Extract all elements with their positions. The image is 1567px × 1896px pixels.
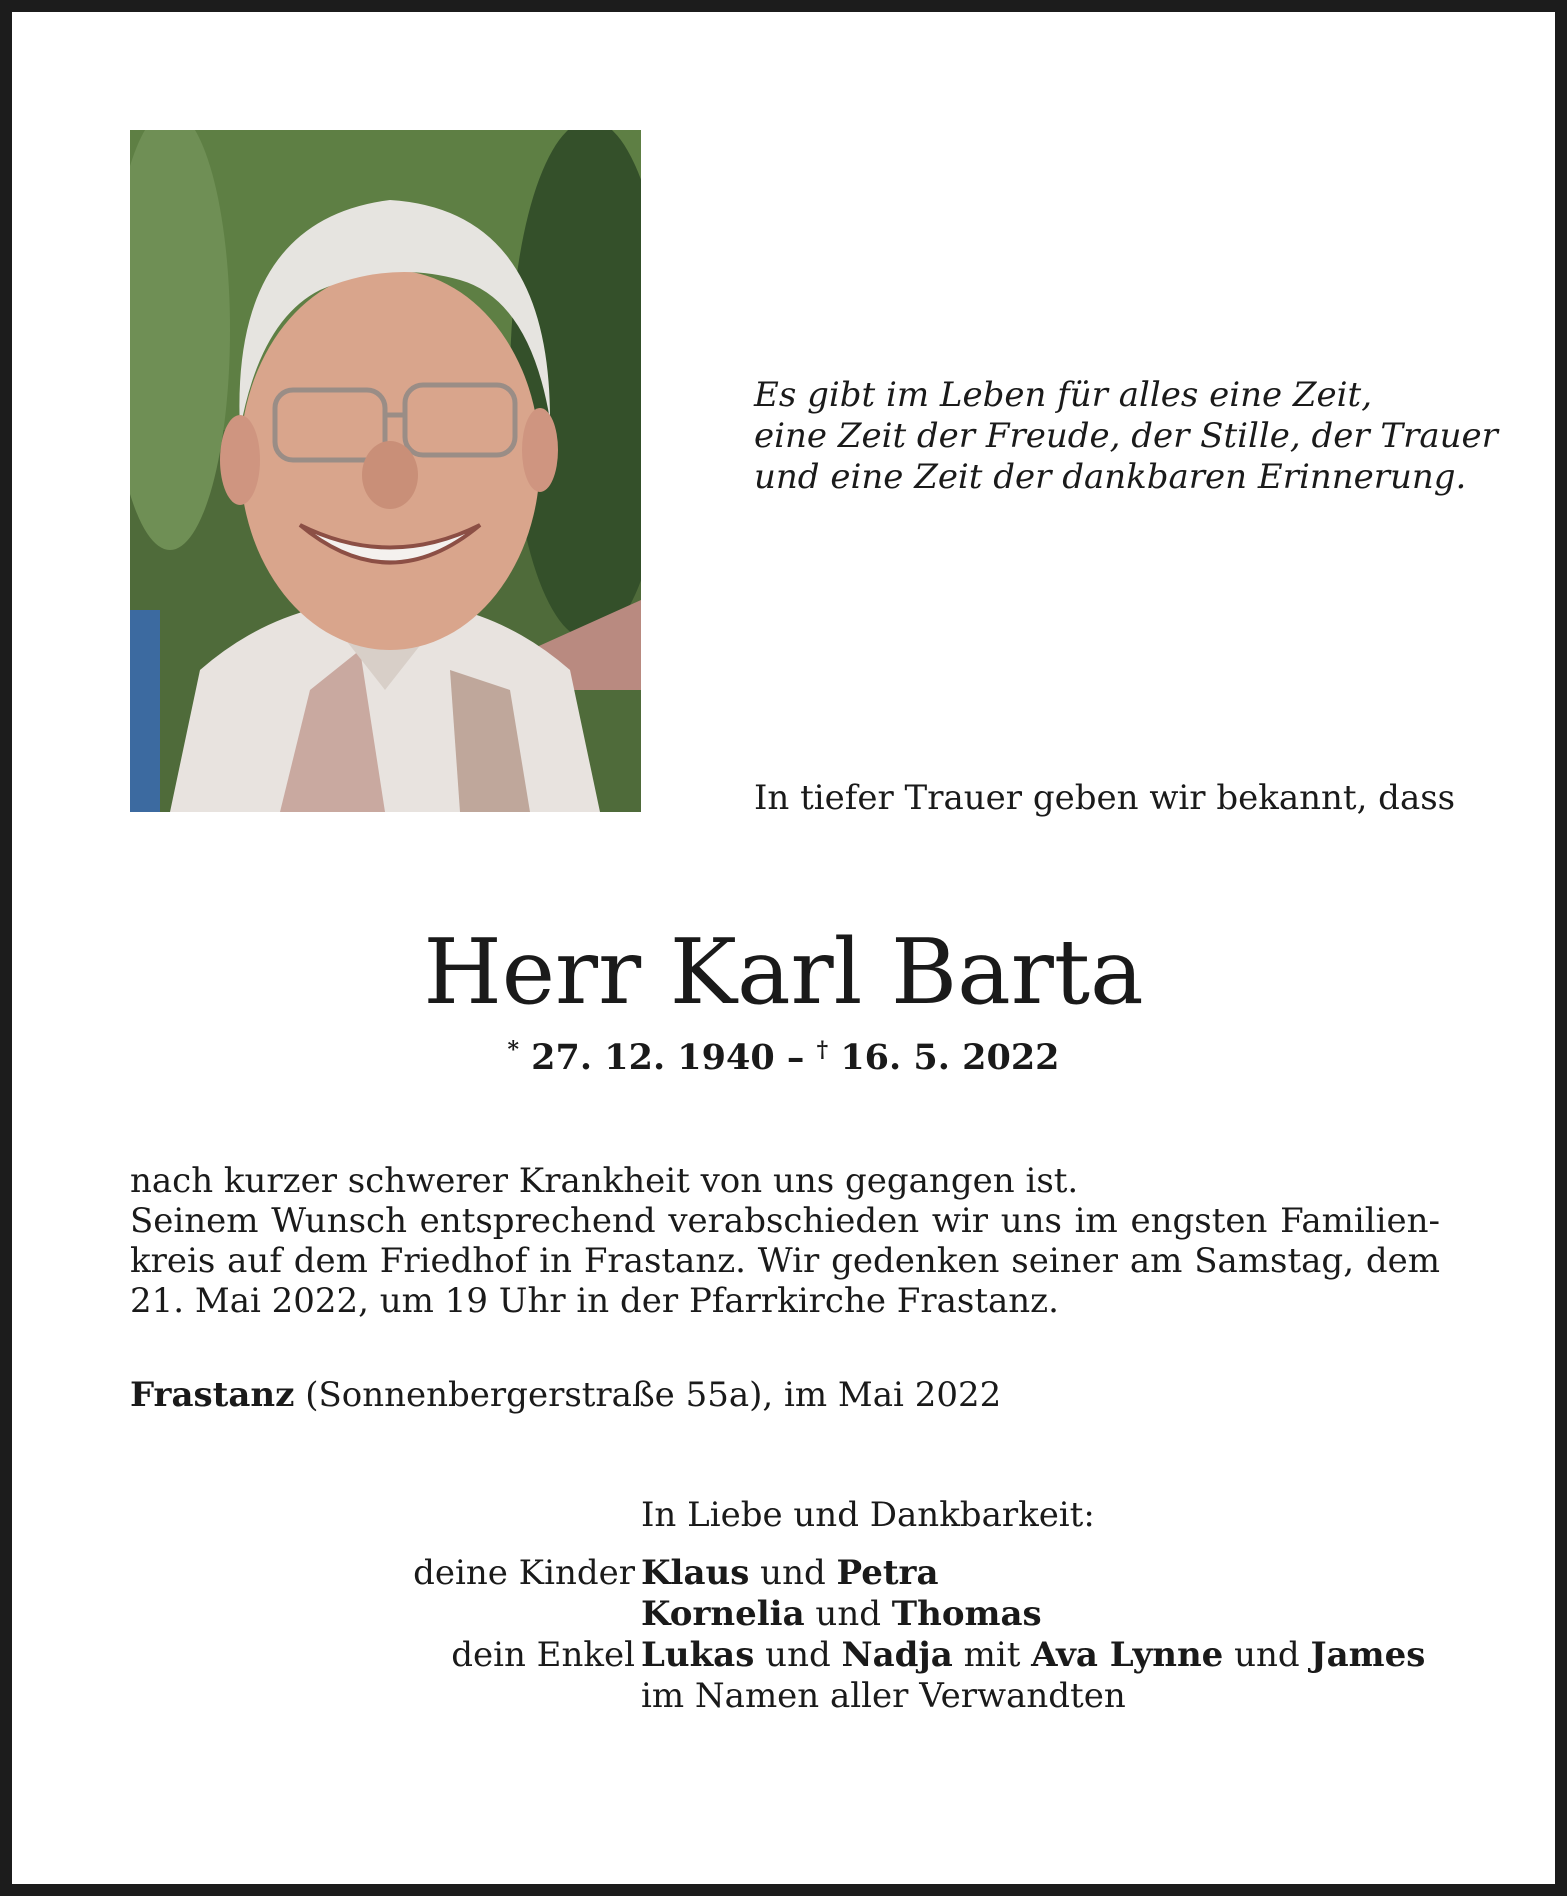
body-line: Seinem Wunsch entsprechend verabschieden wir uns im engsten Familien- [130,1201,1440,1241]
relatives-closing: im Namen aller Verwandten [641,1676,1126,1716]
deceased-name: Herr Karl Barta [423,920,1144,1025]
place-and-date [130,1375,1001,1415]
children-names [641,1553,938,1594]
children-names [641,1594,1042,1635]
conjunction: und [760,1553,826,1593]
signature-row [0,1594,1567,1635]
child-name: Klaus [641,1553,750,1593]
conjunction-with: mit [963,1635,1021,1675]
great-grandchild-name: James [1310,1635,1426,1675]
birth-symbol: * [507,1037,519,1063]
child-partner-name: Thomas [891,1594,1042,1634]
place-address: (Sonnenbergerstraße 55a), im Mai 2022 [305,1375,1002,1415]
conjunction: und [1234,1635,1300,1675]
signature-list [0,1553,1567,1717]
quote-line: und eine Zeit der dankbaren Erinnerung. [754,457,1467,497]
quote-line: Es gibt im Leben für alles eine Zeit, [754,375,1373,415]
death-symbol: † [816,1037,829,1063]
body-line: nach kurzer schwerer Krankheit von uns gegangen ist. [130,1161,1079,1201]
death-date: 16. 5. 2022 [840,1037,1060,1078]
grandchild-name: Lukas [641,1635,755,1675]
birth-date: 27. 12. 1940 [531,1037,775,1078]
memorial-quote [754,375,1498,498]
conjunction: und [765,1635,831,1675]
signature-row [0,1676,1567,1717]
signature-row [0,1635,1567,1676]
child-partner-name: Petra [836,1553,939,1593]
quote-line: eine Zeit der Freude, der Stille, der Trauer [754,416,1498,456]
announcement-body [130,1161,1440,1321]
place-town: Frastanz [130,1375,295,1415]
grandchild-partner-name: Nadja [841,1635,953,1675]
life-dates [0,1037,1567,1078]
great-grandchild-name: Ava Lynne [1031,1635,1224,1675]
body-line: kreis auf dem Friedhof in Frastanz. Wir gedenken seiner am Samstag, dem [130,1241,1440,1281]
signature-title: In Liebe und Dankbarkeit: [641,1495,1095,1535]
child-name: Kornelia [641,1594,805,1634]
date-separator: – [786,1037,805,1078]
signature-row [0,1553,1567,1594]
body-line: 21. Mai 2022, um 19 Uhr in der Pfarrkirche Frastanz. [130,1281,1059,1321]
children-label: deine Kinder [413,1553,635,1593]
conjunction: und [815,1594,881,1634]
grandchild-names [641,1635,1425,1676]
announcement-intro: In tiefer Trauer geben wir bekannt, dass [754,778,1456,818]
grandchild-label: dein Enkel [451,1635,635,1675]
portrait-photo [130,130,641,812]
